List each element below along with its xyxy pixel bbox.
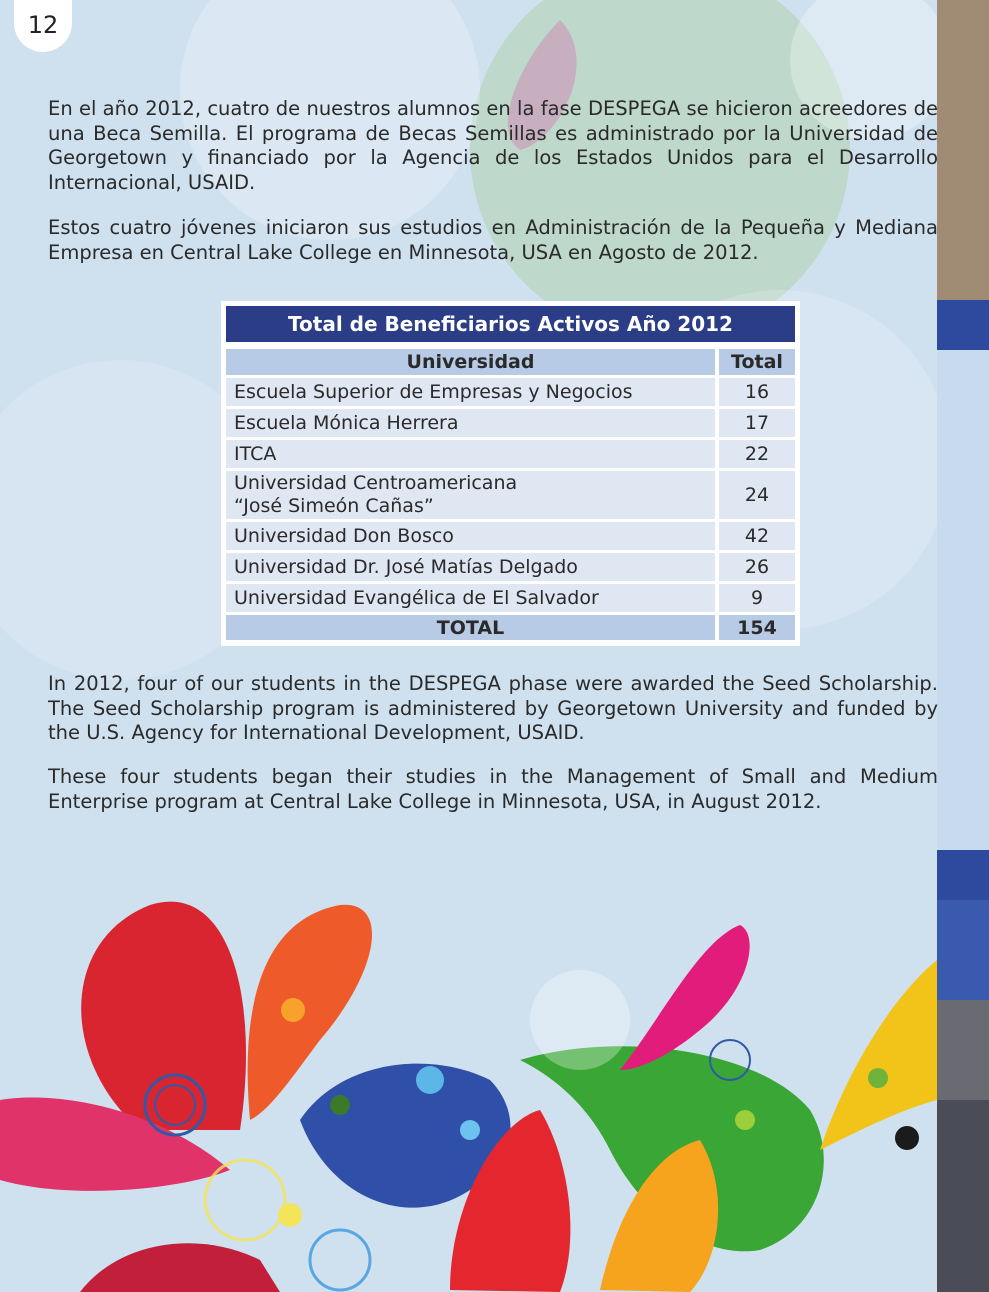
page-number: 12 xyxy=(14,0,72,52)
table-row xyxy=(226,471,795,519)
university-total: 17 xyxy=(715,409,795,437)
university-name: Escuela Mónica Herrera xyxy=(226,409,715,437)
facing-page-edge xyxy=(937,0,989,1292)
paragraph-es-1: En el año 2012, cuatro de nuestros alumnos en la fase DESPEGA se hicieron acreedores de una Beca Semilla. El programa de Becas Semillas es administrado por la Universidad de Georgetown y financiado por la Agencia de los Estados Unidos para el Desarrollo Internacional, USAID. xyxy=(48,97,938,194)
table-row xyxy=(226,440,795,468)
table-total-row xyxy=(226,615,795,640)
university-total: 16 xyxy=(715,378,795,406)
paragraph-en-1: In 2012, four of our students in the DESPEGA phase were awarded the Seed Scholarship. The Seed Scholarship program is administered by Georgetown University and funded by the U.S. Agency for International Development, USAID. xyxy=(48,672,938,744)
paragraph-es-2: Estos cuatro jóvenes iniciaron sus estudios en Administración de la Pequeña y Mediana Empresa en Central Lake College en Minnesota, USA en Agosto de 2012. xyxy=(48,216,938,264)
table-row xyxy=(226,522,795,550)
table-row xyxy=(226,378,795,406)
university-name: Universidad Don Bosco xyxy=(226,522,715,550)
column-header-total: Total xyxy=(715,349,795,375)
table-row xyxy=(226,584,795,612)
beneficiaries-grid xyxy=(226,346,795,643)
table-header-row xyxy=(226,349,795,375)
university-name: Universidad Evangélica de El Salvador xyxy=(226,584,715,612)
university-total: 24 xyxy=(715,471,795,519)
total-value: 154 xyxy=(715,615,795,640)
table-row xyxy=(226,409,795,437)
table-title: Total de Beneficiarios Activos Año 2012 xyxy=(226,306,795,342)
university-total: 22 xyxy=(715,440,795,468)
university-name: Universidad Dr. José Matías Delgado xyxy=(226,553,715,581)
paragraph-en-2: These four students began their studies in the Management of Small and Medium Enterprise program at Central Lake College in Minnesota, USA, in August 2012. xyxy=(48,765,938,813)
university-name: Universidad Centroamericana “José Simeón Cañas” xyxy=(226,471,715,519)
total-label: TOTAL xyxy=(226,615,715,640)
table-row xyxy=(226,553,795,581)
university-total: 42 xyxy=(715,522,795,550)
university-name: ITCA xyxy=(226,440,715,468)
column-header-university: Universidad xyxy=(226,349,715,375)
university-name: Escuela Superior de Empresas y Negocios xyxy=(226,378,715,406)
university-total: 26 xyxy=(715,553,795,581)
beneficiaries-table xyxy=(221,301,800,646)
university-total: 9 xyxy=(715,584,795,612)
